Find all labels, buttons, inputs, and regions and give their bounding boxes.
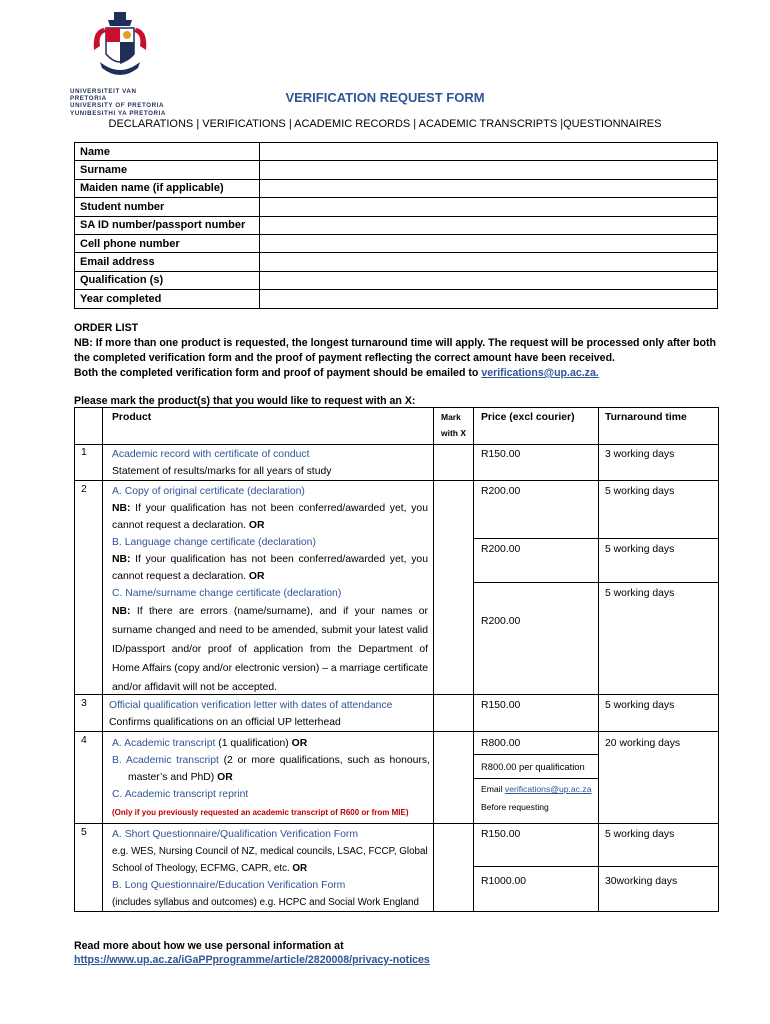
mark-checkbox-1[interactable]: [434, 445, 473, 480]
price-4c: Email verifications@up.ac.za Before requesting: [481, 784, 592, 812]
order-heading: ORDER LIST: [74, 322, 139, 334]
field-label: Maiden name (if applicable): [75, 179, 260, 197]
personal-details-table: [74, 142, 718, 309]
field-row-cell: [75, 234, 718, 252]
mark-checkbox-2[interactable]: [434, 481, 473, 694]
privacy-notice-link[interactable]: https://www.up.ac.za/iGaPPprogramme/article/2820008/privacy-notices: [74, 954, 430, 966]
price-2c: R200.00: [481, 616, 521, 627]
mark-checkbox-5[interactable]: [434, 824, 473, 911]
student-number-input[interactable]: [260, 198, 718, 216]
field-row-student: [75, 198, 718, 216]
product-academic-record: Academic record with certificate of conduct Statement of results/marks for all years of study: [112, 449, 332, 477]
field-row-year: [75, 290, 718, 308]
mark-checkbox-3[interactable]: [434, 695, 473, 731]
field-label: Year completed: [75, 290, 260, 308]
field-label: Cell phone number: [75, 234, 260, 252]
row-number: 2: [81, 484, 87, 495]
maiden-name-input[interactable]: [260, 179, 718, 197]
field-row-email: [75, 253, 718, 271]
order-nb: NB: If more than one product is requested, the longest turnaround time will apply. The request will be processed only after both the completed verification form and the proof of payment reflecting the correct amount have been received.: [74, 337, 716, 364]
id-number-input[interactable]: [260, 216, 718, 234]
product-verification-letter: Official qualification verification letter with dates of attendance Confirms qualifications on an official UP letterhead: [109, 700, 393, 728]
form-subtitle: DECLARATIONS | VERIFICATIONS | ACADEMIC RECORDS | ACADEMIC TRANSCRIPTS |QUESTIONNAIRES: [108, 118, 662, 130]
order-list: [74, 321, 724, 381]
field-label: Student number: [75, 198, 260, 216]
product-questionnaires: A. Short Questionnaire/Qualification Verification Form e.g. WES, Nursing Council of NZ, medical councils, LSAC, FCCP, Global School of Theology, ECFMG, CAPR, etc. OR B. Long Questionnaire/Education Verification Form (includes syllabus and outcomes) e.g. HCPC and Social Work England: [112, 829, 428, 908]
order-email-link[interactable]: verifications@up.ac.za.: [481, 367, 599, 379]
qualification-input[interactable]: [260, 271, 718, 289]
mark-checkbox-4[interactable]: [434, 732, 473, 823]
field-row-surname: [75, 161, 718, 179]
turnaround-1: 3 working days: [605, 449, 675, 460]
email-input[interactable]: [260, 253, 718, 271]
field-label: SA ID number/passport number: [75, 216, 260, 234]
mark-instruction: Please mark the product(s) that you would like to request with an X:: [74, 395, 416, 407]
field-label: Name: [75, 143, 260, 161]
field-row-name: [75, 143, 718, 161]
turnaround-2a: 5 working days: [605, 486, 675, 497]
field-label: Qualification (s): [75, 271, 260, 289]
price-4b: R800.00 per qualification: [481, 761, 585, 772]
turnaround-4: 20 working days: [605, 738, 681, 749]
turnaround-2b: 5 working days: [605, 544, 675, 555]
product-declarations: A. Copy of original certificate (declaration) NB: If your qualification has not been conferred/awarded yet, you cannot request a declaration. OR B. Language change certificate (declaration) NB: If your qualification has not been conferred/awarded yet, you cannot request a declaration. OR C. Name/surname change certificate (declaration) NB: If there are errors (name/surname), and if your names or surname changed and need to be amended, submit your latest valid ID/passport and/or proof of application from the Department of Home Affairs (copy and/or electronic version) – a marriage certificate and/or affidavit will not be accepted.: [112, 486, 428, 693]
price-3: R150.00: [481, 700, 521, 711]
header-product: Product: [112, 412, 152, 423]
turnaround-5a: 5 working days: [605, 829, 675, 840]
price-5b: R1000.00: [481, 876, 527, 887]
header-price: Price (excl courier): [481, 412, 575, 423]
row-number: 3: [81, 698, 87, 709]
name-input[interactable]: [260, 143, 718, 161]
order-email-line: Both the completed verification form and proof of payment should be emailed to verifications@up.ac.za.: [74, 367, 599, 379]
header-turnaround: Turnaround time: [605, 412, 687, 423]
price-2b: R200.00: [481, 544, 521, 555]
price-4a: R800.00: [481, 738, 521, 749]
header-mark: Mark with X: [441, 412, 467, 438]
row-number: 5: [81, 827, 87, 838]
verifications-email-link[interactable]: verifications@up.ac.za: [504, 784, 592, 794]
crest-icon: [70, 10, 170, 82]
form-title: VERIFICATION REQUEST FORM: [285, 90, 485, 105]
price-2a: R200.00: [481, 486, 521, 497]
turnaround-2c: 5 working days: [605, 588, 675, 599]
field-row-qualification: [75, 271, 718, 289]
turnaround-5b: 30working days: [605, 876, 678, 887]
field-row-id: [75, 216, 718, 234]
price-5a: R150.00: [481, 829, 521, 840]
price-1: R150.00: [481, 449, 521, 460]
field-label: Email address: [75, 253, 260, 271]
surname-input[interactable]: [260, 161, 718, 179]
field-row-maiden: [75, 179, 718, 197]
row-number: 4: [81, 735, 87, 746]
university-name: UNIVERSITEIT VAN PRETORIA UNIVERSITY OF PRETORIA YUNIBESITHI YA PRETORIA: [70, 88, 166, 117]
cell-phone-input[interactable]: [260, 234, 718, 252]
privacy-footer: Read more about how we use personal information at https://www.up.ac.za/iGaPPprogramme/article/2820008/privacy-notices: [74, 940, 430, 966]
product-transcripts: A. Academic transcript (1 qualification) OR B. Academic transcript (2 or more qualifications, such as honours, master’s and PhD) OR C. Academic transcript reprint (Only if you previously requested an academic transcript of R600 or from MIE): [112, 738, 430, 817]
turnaround-3: 5 working days: [605, 700, 675, 711]
row-number: 1: [81, 447, 87, 458]
year-completed-input[interactable]: [260, 290, 718, 308]
field-label: Surname: [75, 161, 260, 179]
